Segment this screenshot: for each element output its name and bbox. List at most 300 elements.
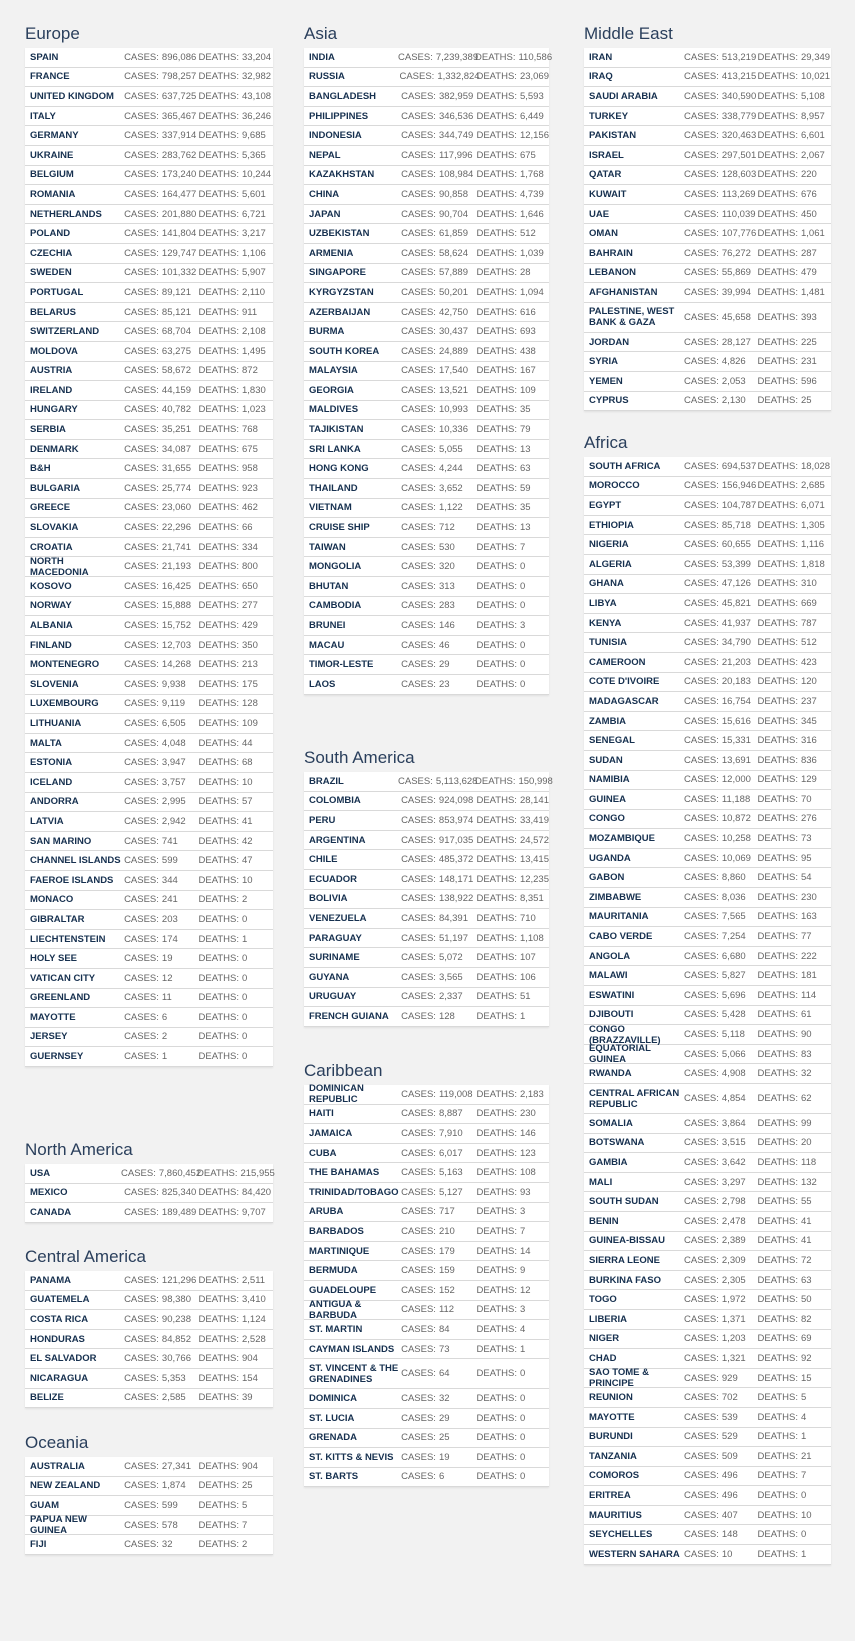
deaths-value: 84,420 <box>242 1187 272 1199</box>
cases-label: CASES: <box>124 1294 159 1306</box>
deaths-label: DEATHS: <box>198 1392 239 1404</box>
deaths-value: 3 <box>519 620 526 632</box>
deaths-label: DEATHS: <box>757 872 798 884</box>
table-row <box>584 555 831 575</box>
cases-cell <box>684 209 757 220</box>
country-name: BAHRAIN <box>589 247 633 259</box>
country-name: BURMA <box>309 326 345 338</box>
deaths-value: 95 <box>800 852 812 864</box>
country-table <box>25 1164 273 1223</box>
deaths-cell <box>477 267 549 278</box>
deaths-value: 25 <box>242 1480 253 1492</box>
deaths-value: 7 <box>519 541 526 553</box>
deaths-cell <box>477 1368 549 1379</box>
cases-label: CASES: <box>124 51 159 63</box>
deaths-label: DEATHS: <box>476 208 517 220</box>
country-name: KYRGYZSTAN <box>309 286 374 298</box>
cases-value: 84,852 <box>161 1333 191 1345</box>
deaths-cell <box>477 620 549 631</box>
deaths-cell <box>477 1344 549 1355</box>
country-name: TAJIKISTAN <box>309 424 364 436</box>
country-name: PORTUGAL <box>30 286 84 298</box>
cases-label: CASES: <box>684 1176 719 1188</box>
table-row <box>584 771 831 791</box>
table-row <box>304 597 549 617</box>
table-row <box>304 1320 549 1340</box>
country-name: GREECE <box>30 502 71 514</box>
deaths-cell <box>758 637 831 648</box>
deaths-cell <box>475 51 553 63</box>
deaths-cell <box>477 1206 549 1217</box>
deaths-cell <box>199 855 273 866</box>
deaths-cell <box>477 385 549 396</box>
deaths-value: 9,707 <box>242 1206 266 1218</box>
cases-cell <box>684 559 757 570</box>
deaths-label: DEATHS: <box>757 1548 798 1560</box>
deaths-value: 41 <box>242 815 253 827</box>
deaths-label: DEATHS: <box>198 698 239 710</box>
deaths-value: 1,646 <box>519 208 544 220</box>
table-row <box>25 695 273 715</box>
deaths-label: DEATHS: <box>476 600 517 612</box>
cases-label: CASES: <box>684 950 719 962</box>
cases-cell <box>684 1333 757 1344</box>
cases-label: CASES: <box>124 992 159 1004</box>
deaths-cell <box>758 676 831 687</box>
table-row <box>304 675 549 695</box>
country-name: NORTH MACEDONIA <box>30 555 89 578</box>
deaths-cell <box>199 1294 273 1305</box>
cases-cell <box>684 794 757 805</box>
country-name: WESTERN SAHARA <box>589 1548 680 1560</box>
table-row <box>25 87 273 107</box>
deaths-value: 0 <box>519 1471 526 1483</box>
deaths-value: 429 <box>242 620 258 632</box>
deaths-cell <box>199 326 273 337</box>
deaths-cell <box>199 1480 273 1491</box>
cases-cell <box>401 1344 476 1355</box>
deaths-cell <box>758 1049 831 1060</box>
cases-label: CASES: <box>124 208 159 220</box>
country-name: INDIA <box>309 51 335 63</box>
cases-label: CASES: <box>684 852 719 864</box>
deaths-label: DEATHS: <box>757 1450 798 1462</box>
table-row <box>25 891 273 911</box>
cases-cell <box>124 973 198 984</box>
table-row <box>25 1330 273 1350</box>
deaths-label: DEATHS: <box>757 578 798 590</box>
deaths-cell <box>477 444 549 455</box>
cases-label: CASES: <box>124 1372 159 1384</box>
deaths-cell <box>758 395 831 406</box>
deaths-label: DEATHS: <box>198 835 239 847</box>
deaths-label: DEATHS: <box>757 71 798 83</box>
cases-value: 7,239,389 <box>435 51 479 63</box>
country-name: AFGHANISTAN <box>589 286 658 298</box>
deaths-cell <box>758 130 831 141</box>
deaths-cell <box>199 91 273 102</box>
country-name: GIBRALTAR <box>30 913 85 925</box>
country-name: LIBYA <box>589 597 617 609</box>
cases-cell <box>401 1108 476 1119</box>
cases-label: CASES: <box>401 991 436 1003</box>
cases-cell <box>684 189 757 200</box>
country-name: KUWAIT <box>589 188 627 200</box>
deaths-label: DEATHS: <box>476 384 517 396</box>
country-name: GABON <box>589 872 625 884</box>
deaths-cell <box>758 1177 831 1188</box>
cases-label: CASES: <box>401 580 436 592</box>
deaths-label: DEATHS: <box>198 522 239 534</box>
cases-label: CASES: <box>124 149 159 161</box>
deaths-label: DEATHS: <box>476 1265 517 1277</box>
deaths-label: DEATHS: <box>757 311 798 323</box>
table-row <box>304 577 549 597</box>
deaths-value: 99 <box>800 1117 812 1129</box>
table-row <box>584 947 831 967</box>
table-row <box>25 420 273 440</box>
cases-cell <box>124 502 198 513</box>
table-row <box>25 185 273 205</box>
deaths-label: DEATHS: <box>476 482 517 494</box>
cases-label: CASES: <box>401 1284 436 1296</box>
cases-label: CASES: <box>124 1499 159 1511</box>
cases-value: 12,703 <box>161 639 191 651</box>
table-row <box>584 1525 831 1545</box>
deaths-label: DEATHS: <box>476 1010 517 1022</box>
cases-cell <box>684 1549 757 1560</box>
country-name: HOLY SEE <box>30 953 77 965</box>
deaths-value: 3 <box>519 1304 526 1316</box>
country-name: SYRIA <box>589 356 619 368</box>
cases-value: 1,874 <box>161 1480 186 1492</box>
cases-cell <box>399 71 480 83</box>
deaths-cell <box>758 91 831 102</box>
cases-cell <box>401 1368 476 1379</box>
table-row <box>584 166 831 186</box>
deaths-label: DEATHS: <box>757 1215 798 1227</box>
cases-value: 5,066 <box>721 1048 746 1060</box>
table-row <box>304 283 549 303</box>
country-name: SURINAME <box>309 952 360 964</box>
cases-cell <box>401 1265 476 1276</box>
cases-cell <box>124 934 198 945</box>
cases-label: CASES: <box>684 1509 719 1521</box>
deaths-cell <box>199 424 273 435</box>
country-name: MOROCCO <box>589 480 640 492</box>
cases-cell <box>124 875 198 886</box>
cases-cell <box>684 774 757 785</box>
cases-value: 31,655 <box>161 463 191 475</box>
cases-value: 203 <box>161 913 178 925</box>
cases-value: 110,039 <box>721 208 756 220</box>
country-name: ST. MARTIN <box>309 1323 363 1335</box>
country-name: MAYOTTE <box>589 1411 635 1423</box>
deaths-cell <box>477 522 549 533</box>
cases-value: 382,959 <box>438 90 474 102</box>
deaths-value: 1,061 <box>800 228 825 240</box>
deaths-value: 1,768 <box>519 169 544 181</box>
cases-cell <box>124 718 198 729</box>
table-row <box>584 303 831 333</box>
cases-label: CASES: <box>684 578 719 590</box>
table-row <box>304 655 549 675</box>
deaths-label: DEATHS: <box>757 286 798 298</box>
deaths-label: DEATHS: <box>476 561 517 573</box>
deaths-value: 1 <box>242 933 248 945</box>
cases-value: 496 <box>721 1490 738 1502</box>
cases-value: 741 <box>161 835 178 847</box>
cases-cell <box>684 1235 757 1246</box>
cases-cell <box>124 600 198 611</box>
deaths-label: DEATHS: <box>198 326 239 338</box>
deaths-value: 310 <box>800 578 817 590</box>
cases-value: 179 <box>438 1245 455 1257</box>
country-name: LUXEMBOURG <box>30 698 99 710</box>
deaths-value: 710 <box>519 912 536 924</box>
cases-label: CASES: <box>124 561 159 573</box>
cases-label: CASES: <box>401 1245 436 1257</box>
deaths-label: DEATHS: <box>757 989 798 1001</box>
deaths-cell <box>758 951 831 962</box>
deaths-label: DEATHS: <box>757 1431 798 1443</box>
cases-cell <box>124 228 198 239</box>
country-name: SRI LANKA <box>309 443 361 455</box>
cases-value: 513,219 <box>721 51 757 63</box>
deaths-label: DEATHS: <box>476 1088 517 1100</box>
deaths-cell <box>477 1011 549 1022</box>
cases-cell <box>401 483 476 494</box>
deaths-label: DEATHS: <box>757 1313 798 1325</box>
deaths-label: DEATHS: <box>757 950 798 962</box>
table-row <box>584 372 831 392</box>
deaths-label: DEATHS: <box>476 463 517 475</box>
cases-value: 85,121 <box>161 306 191 318</box>
cases-value: 5,113,628 <box>435 775 478 787</box>
cases-value: 3,515 <box>721 1137 746 1149</box>
deaths-cell <box>477 1432 549 1443</box>
deaths-value: 20 <box>800 1137 812 1149</box>
country-name: SOUTH KOREA <box>309 345 380 357</box>
cases-label: CASES: <box>684 395 719 407</box>
country-name: CROATIA <box>30 541 73 553</box>
cases-label: CASES: <box>399 71 435 83</box>
deaths-label: DEATHS: <box>476 893 517 905</box>
deaths-value: 5 <box>242 1499 248 1511</box>
table-row <box>25 224 273 244</box>
deaths-value: 0 <box>519 1412 526 1424</box>
table-row <box>584 1064 831 1084</box>
country-name: BOLIVIA <box>309 893 348 905</box>
country-name: ALGERIA <box>589 558 632 570</box>
cases-label: CASES: <box>684 1352 719 1364</box>
deaths-label: DEATHS: <box>198 1206 239 1218</box>
cases-value: 2,309 <box>721 1254 746 1266</box>
deaths-value: 10,244 <box>242 169 272 181</box>
cases-label: CASES: <box>684 1137 719 1149</box>
country-table <box>304 772 553 1027</box>
cases-value: 17,540 <box>438 365 468 377</box>
cases-value: 29 <box>438 1412 450 1424</box>
cases-label: CASES: <box>124 1011 159 1023</box>
country-name: USA <box>30 1167 51 1179</box>
table-row <box>584 1545 831 1565</box>
deaths-value: 77 <box>800 931 812 943</box>
deaths-value: 596 <box>800 375 817 387</box>
cases-cell <box>684 1451 757 1462</box>
cases-value: 853,974 <box>438 814 474 826</box>
cases-label: CASES: <box>684 1009 719 1021</box>
cases-cell <box>684 520 757 531</box>
country-name: CYPRUS <box>589 395 629 407</box>
cases-label: CASES: <box>684 149 719 161</box>
deaths-label: DEATHS: <box>198 365 239 377</box>
cases-value: 4,908 <box>721 1068 746 1080</box>
deaths-cell <box>477 248 549 259</box>
cases-value: 539 <box>721 1411 738 1423</box>
cases-value: 41,937 <box>721 617 751 629</box>
deaths-cell <box>199 1051 273 1062</box>
table-row <box>584 1006 831 1026</box>
table-row <box>584 849 831 869</box>
table-row <box>25 283 273 303</box>
cases-label: CASES: <box>684 336 719 348</box>
country-name: MONGOLIA <box>309 561 362 573</box>
deaths-label: DEATHS: <box>757 1117 798 1129</box>
table-row <box>304 1448 549 1468</box>
deaths-value: 6,601 <box>800 130 825 142</box>
deaths-cell <box>199 542 273 553</box>
table-row <box>584 457 831 477</box>
cases-value: 337,914 <box>161 130 197 142</box>
deaths-cell <box>199 640 273 651</box>
deaths-cell <box>477 346 549 357</box>
deaths-cell <box>758 480 831 491</box>
deaths-cell <box>758 376 831 387</box>
cases-cell <box>401 1206 476 1217</box>
cases-cell <box>684 248 757 259</box>
country-name: TUNISIA <box>589 637 627 649</box>
cases-cell <box>398 51 479 63</box>
cases-value: 3,757 <box>161 776 186 788</box>
country-name: DOMINICAN REPUBLIC <box>309 1083 364 1106</box>
cases-value: 45,658 <box>721 311 751 323</box>
country-name: JERSEY <box>30 1031 68 1043</box>
country-table <box>25 1271 273 1408</box>
country-name: EQUATORIAL GUINEA <box>589 1043 651 1066</box>
cases-value: 6 <box>438 1471 445 1483</box>
cases-value: 2,942 <box>161 815 186 827</box>
cases-value: 2,478 <box>721 1215 746 1227</box>
cases-cell <box>401 346 476 357</box>
deaths-value: 1,116 <box>800 539 825 551</box>
cases-label: CASES: <box>684 833 719 845</box>
cases-cell <box>124 385 198 396</box>
deaths-label: DEATHS: <box>476 795 517 807</box>
cases-cell <box>684 130 757 141</box>
cases-cell <box>401 228 476 239</box>
cases-label: CASES: <box>401 424 436 436</box>
deaths-label: DEATHS: <box>198 561 239 573</box>
deaths-value: 0 <box>519 1451 526 1463</box>
cases-cell <box>401 169 476 180</box>
deaths-cell <box>477 1128 549 1139</box>
cases-cell <box>684 1470 757 1481</box>
cases-cell <box>124 1051 198 1062</box>
cases-cell <box>401 1393 476 1404</box>
country-name: CONGO <box>589 813 625 825</box>
deaths-cell <box>477 1148 549 1159</box>
cases-cell <box>401 1452 476 1463</box>
table-row <box>584 829 831 849</box>
cases-label: CASES: <box>124 953 159 965</box>
deaths-cell <box>199 1353 273 1364</box>
cases-value: 101,332 <box>161 267 197 279</box>
deaths-value: 14 <box>519 1245 531 1257</box>
deaths-value: 231 <box>800 356 817 368</box>
deaths-label: DEATHS: <box>757 793 798 805</box>
cases-cell <box>124 248 198 259</box>
deaths-value: 616 <box>519 306 536 318</box>
deaths-label: DEATHS: <box>198 992 239 1004</box>
cases-value: 10,993 <box>438 404 468 416</box>
deaths-cell <box>477 679 549 690</box>
table-row <box>584 751 831 771</box>
cases-value: 2,585 <box>161 1392 186 1404</box>
deaths-value: 29,349 <box>800 51 831 63</box>
cases-cell <box>124 1334 198 1345</box>
table-row <box>304 420 549 440</box>
cases-value: 5,827 <box>721 970 746 982</box>
deaths-label: DEATHS: <box>198 874 239 886</box>
deaths-value: 5,907 <box>242 267 266 279</box>
deaths-label: DEATHS: <box>757 1352 798 1364</box>
deaths-label: DEATHS: <box>476 1167 517 1179</box>
deaths-value: 2,685 <box>800 480 825 492</box>
table-row <box>584 535 831 555</box>
cases-value: 19 <box>161 953 173 965</box>
cases-cell <box>684 1049 757 1060</box>
country-name: SENEGAL <box>589 735 635 747</box>
country-name: ANTIGUA & BARBUDA <box>309 1298 362 1321</box>
table-row <box>584 224 831 244</box>
country-name: MONTENEGRO <box>30 659 100 671</box>
cases-label: CASES: <box>124 1187 159 1199</box>
cases-value: 30,766 <box>161 1353 191 1365</box>
cases-label: CASES: <box>401 873 436 885</box>
table-row <box>304 1468 549 1488</box>
deaths-value: 4,739 <box>519 188 544 200</box>
cases-cell <box>401 1226 476 1237</box>
deaths-label: DEATHS: <box>198 717 239 729</box>
deaths-cell <box>477 228 549 239</box>
cases-label: CASES: <box>124 855 159 867</box>
deaths-cell <box>758 52 831 63</box>
region-title: Africa <box>584 433 628 452</box>
cases-value: 20,183 <box>721 676 751 688</box>
deaths-cell <box>758 1118 831 1129</box>
country-name: BURUNDI <box>589 1431 633 1443</box>
deaths-value: 1 <box>800 1431 807 1443</box>
country-name: DOMINICA <box>309 1393 358 1405</box>
deaths-cell <box>477 209 549 220</box>
cases-value: 14,268 <box>161 659 191 671</box>
deaths-label: DEATHS: <box>476 1412 517 1424</box>
cases-value: 76,272 <box>721 247 751 259</box>
deaths-label: DEATHS: <box>198 815 239 827</box>
table-row <box>25 401 273 421</box>
cases-cell <box>684 833 757 844</box>
